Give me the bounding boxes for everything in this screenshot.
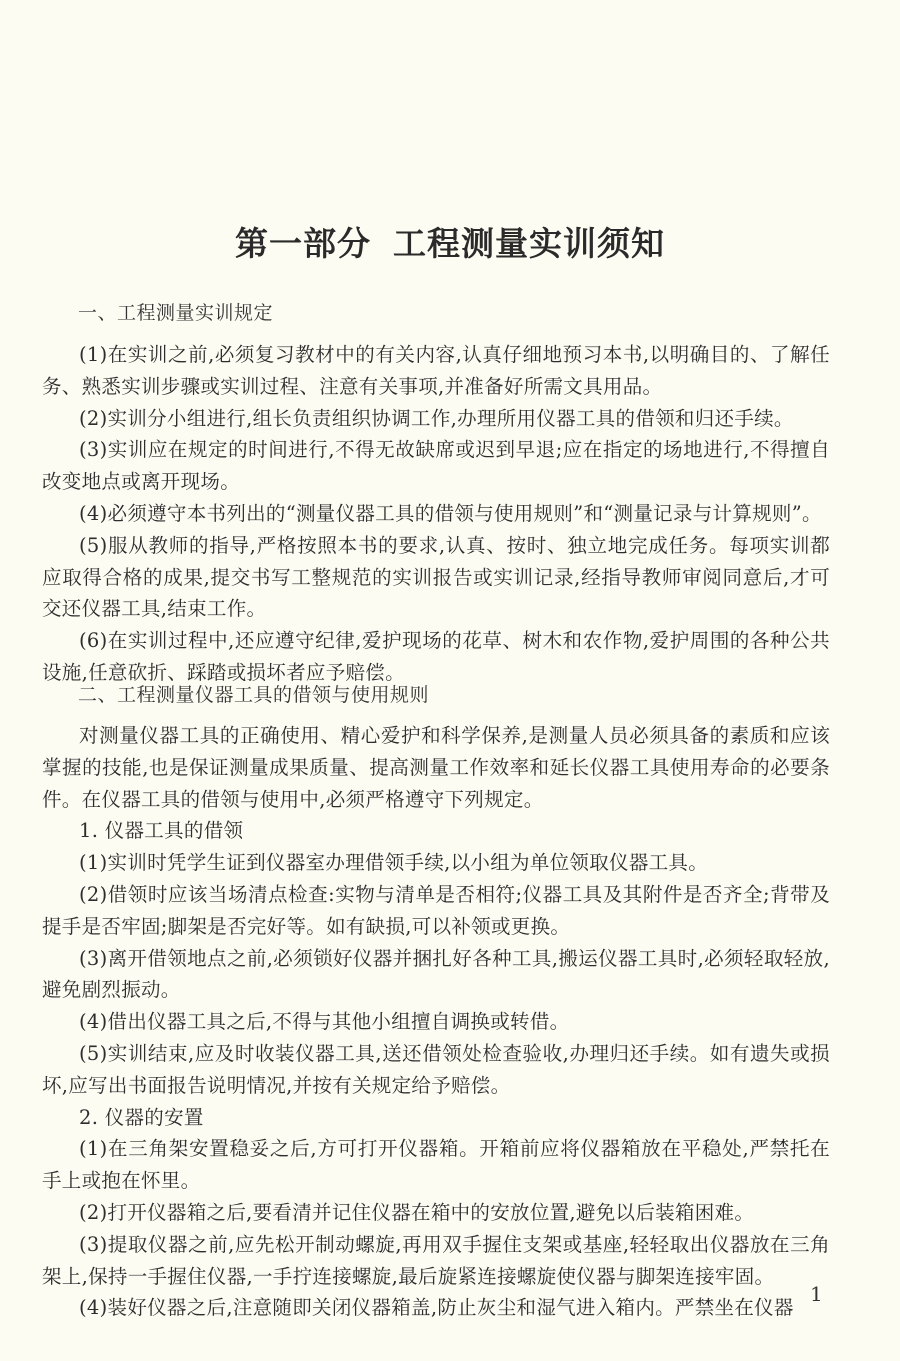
part-title bbox=[0, 218, 900, 265]
section-2-body bbox=[42, 720, 830, 1324]
borrow-paragraph: (3)离开借领地点之前,必须锁好仪器并捆扎好各种工具,搬运仪器工具时,必须轻取轻放,避免剧烈振动。 bbox=[42, 946, 830, 1002]
borrow-paragraph: (4)借出仪器工具之后,不得与其他小组擅自调换或转借。 bbox=[79, 1010, 570, 1034]
rule-paragraph: (1)在实训之前,必须复习教材中的有关内容,认真仔细地预习本书,以明确目的、了解任务、熟悉实训步骤或实训过程、注意有关事项,并准备好所需文具用品。 bbox=[42, 343, 830, 398]
rule-paragraph: (3)实训应在规定的时间进行,不得无故缺席或迟到早退;应在指定的场地进行,不得擅自改变地点或离开现场。 bbox=[42, 438, 830, 494]
rule-paragraph: (5)服从教师的指导,严格按照本书的要求,认真、按时、独立地完成任务。每项实训都应取得合格的成果,提交书写工整规范的实训报告或实训记录,经指导教师审阅同意后,才可交还仪器工具,结束工作。 bbox=[42, 533, 830, 621]
setup-paragraph: (2)打开仪器箱之后,要看清并记住仪器在箱中的安放位置,避免以后装箱困难。 bbox=[79, 1200, 755, 1224]
borrow-paragraph: (1)实训时凭学生证到仪器室办理借领手续,以小组为单位领取仪器工具。 bbox=[79, 851, 709, 875]
subsection-heading-2: 2. 仪器的安置 bbox=[79, 1105, 204, 1129]
section-heading-2: 二、工程测量仪器工具的借领与使用规则 bbox=[78, 684, 430, 706]
section-heading-1: 一、工程测量实训规定 bbox=[78, 302, 274, 324]
rule-paragraph: (6)在实训过程中,还应遵守纪律,爱护现场的花草、树木和农作物,爱护周围的各种公共设施,任意砍折、踩踏或损坏者应予赔偿。 bbox=[42, 629, 830, 684]
borrow-paragraph: (2)借领时应该当场清点检查:实物与清单是否相符;仪器工具及其附件是否齐全;背带及提手是否牢固;脚架是否完好等。如有缺损,可以补领或更换。 bbox=[42, 882, 830, 938]
page-number: 1 bbox=[810, 1282, 823, 1306]
section-1-body bbox=[42, 339, 830, 689]
setup-paragraph: (1)在三角架安置稳妥之后,方可打开仪器箱。开箱前应将仪器箱放在平稳处,严禁托在手上或抱在怀里。 bbox=[42, 1137, 830, 1193]
rule-paragraph: (4)必须遵守本书列出的“测量仪器工具的借领与使用规则”和“测量记录与计算规则”。 bbox=[79, 501, 822, 525]
rule-paragraph: (2)实训分小组进行,组长负责组织协调工作,办理所用仪器工具的借领和归还手续。 bbox=[79, 406, 794, 430]
part-name: 工程测量实训须知 bbox=[393, 224, 665, 263]
part-number: 第一部分 bbox=[235, 224, 371, 263]
borrow-paragraph: (5)实训结束,应及时收装仪器工具,送还借领处检查验收,办理归还手续。如有遗失或损坏,应写出书面报告说明情况,并按有关规定给予赔偿。 bbox=[42, 1041, 830, 1097]
setup-paragraph: (3)提取仪器之前,应先松开制动螺旋,再用双手握住支架或基座,轻轻取出仪器放在三角架上,保持一手握住仪器,一手拧连接螺旋,最后旋紧连接螺旋使仪器与脚架连接牢固。 bbox=[42, 1232, 830, 1288]
subsection-heading-1: 1. 仪器工具的借领 bbox=[79, 819, 244, 843]
setup-paragraph: (4)装好仪器之后,注意随即关闭仪器箱盖,防止灰尘和湿气进入箱内。严禁坐在仪器 bbox=[79, 1296, 794, 1320]
intro-paragraph: 对测量仪器工具的正确使用、精心爱护和科学保养,是测量人员必须具备的素质和应该掌握的技能,也是保证测量成果质量、提高测量工作效率和延长仪器工具使用寿命的必要条件。在仪器工具的借领与使用中,必须严格遵守下列规定。 bbox=[42, 724, 830, 811]
